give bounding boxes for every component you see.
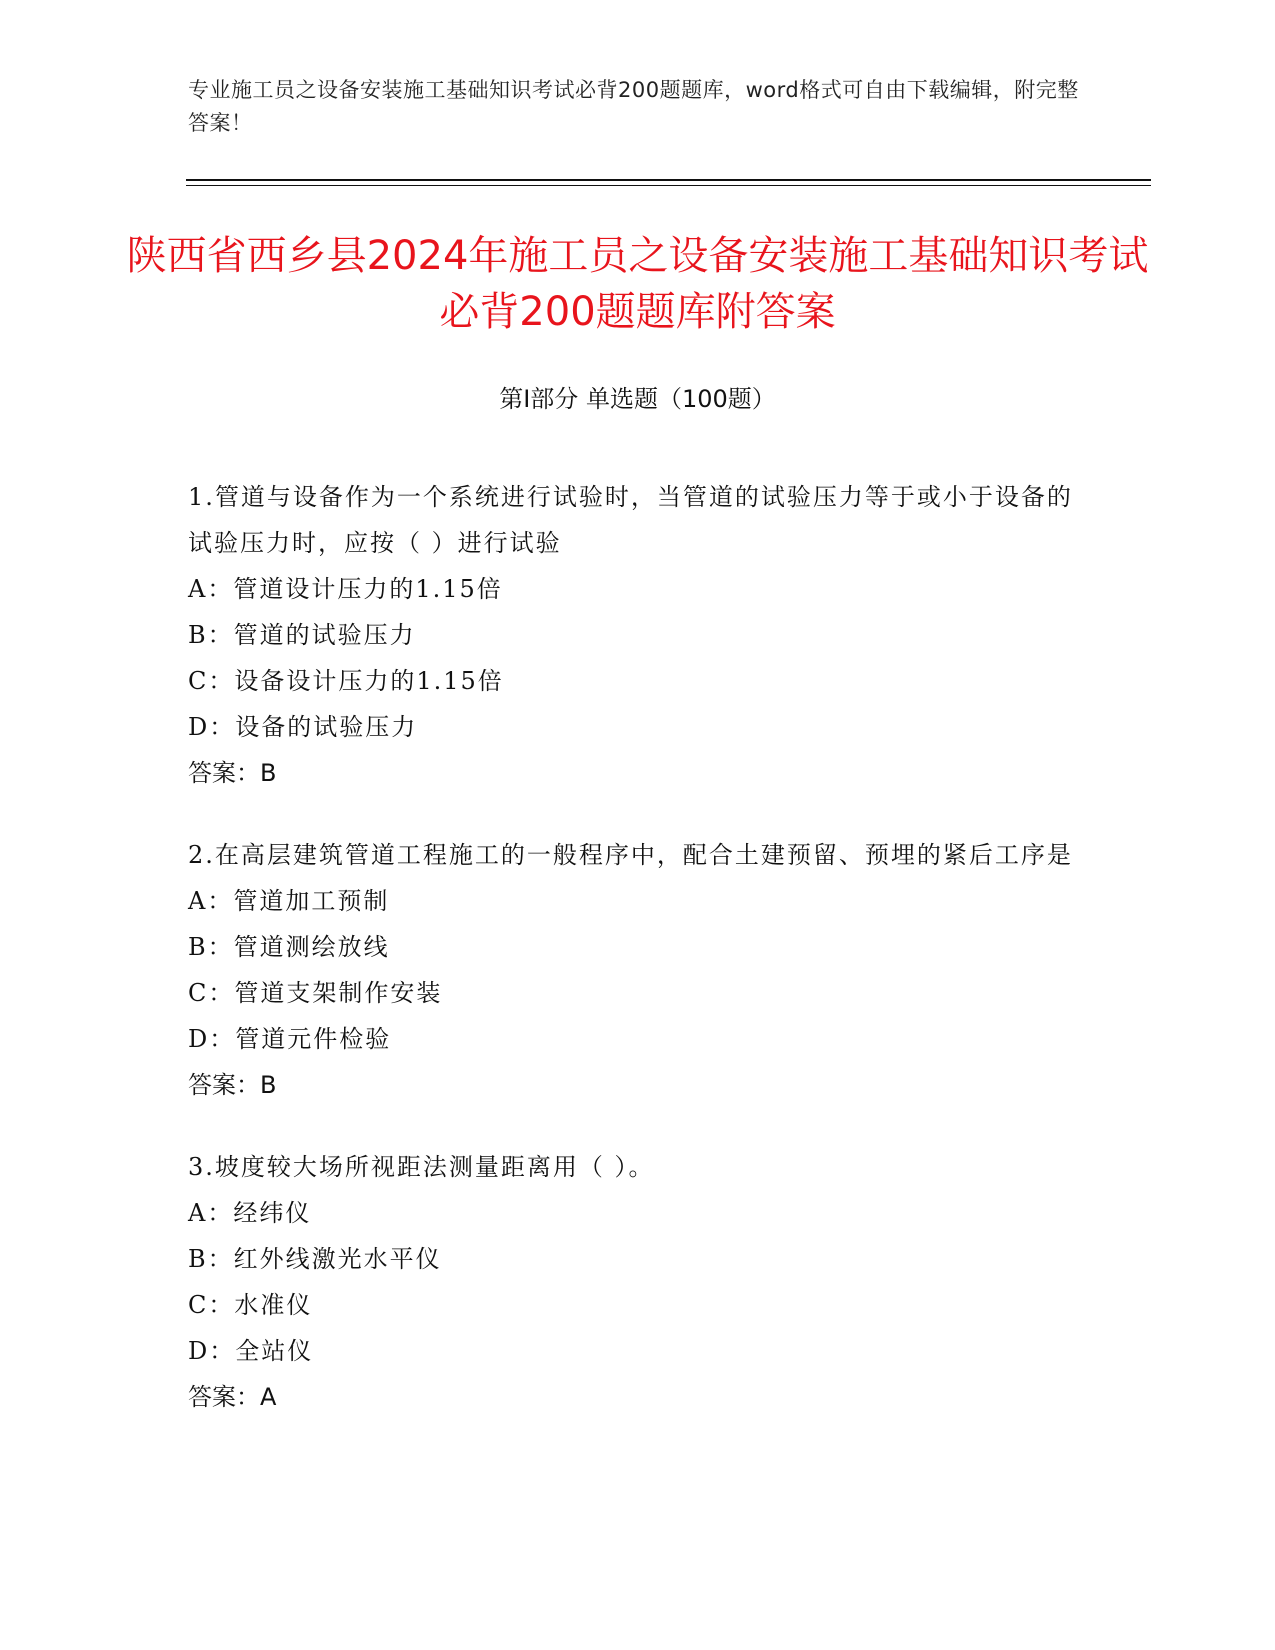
question-1 [188, 474, 1088, 796]
question-stem: 3.坡度较大场所视距法测量距离用（ ）。 [188, 1153, 655, 1181]
question-stem: 2.在高层建筑管道工程施工的一般程序中，配合土建预留、预埋的紧后工序是 [188, 841, 1073, 869]
section-heading: 第Ⅰ部分 单选题（100题） [499, 385, 776, 413]
question-list [188, 474, 1088, 1456]
option-c: C：水准仪 [188, 1291, 313, 1319]
answer-line: 答案：B [188, 759, 277, 787]
answer-line: 答案：A [188, 1383, 277, 1411]
answer-line: 答案：B [188, 1071, 277, 1099]
option-a: A：经纬仪 [188, 1199, 312, 1227]
option-b: B：红外线激光水平仪 [188, 1245, 442, 1273]
question-stem: 1.管道与设备作为一个系统进行试验时，当管道的试验压力等于或小于设备的试验压力时，应按（ ）进行试验 [188, 483, 1073, 557]
option-b: B：管道测绘放线 [188, 933, 390, 961]
header-note: 专业施工员之设备安装施工基础知识考试必背200题题库，word格式可自由下载编辑，附完整答案！ [188, 78, 1079, 135]
question-3 [188, 1144, 1088, 1420]
option-b: B：管道的试验压力 [188, 621, 416, 649]
option-c: C：设备设计压力的1.15倍 [188, 667, 504, 695]
option-d: D：设备的试验压力 [188, 713, 418, 741]
option-d: D：管道元件检验 [188, 1025, 392, 1053]
option-d: D：全站仪 [188, 1337, 314, 1365]
header-rule-thick [186, 179, 1151, 181]
option-c: C：管道支架制作安装 [188, 979, 443, 1007]
option-a: A：管道设计压力的1.15倍 [188, 575, 503, 603]
option-a: A：管道加工预制 [188, 887, 390, 915]
header-rule-thin [186, 185, 1151, 186]
document-title: 陕西省西乡县2024年施工员之设备安装施工基础知识考试必背200题题库附答案 [126, 233, 1149, 335]
question-2 [188, 832, 1088, 1108]
